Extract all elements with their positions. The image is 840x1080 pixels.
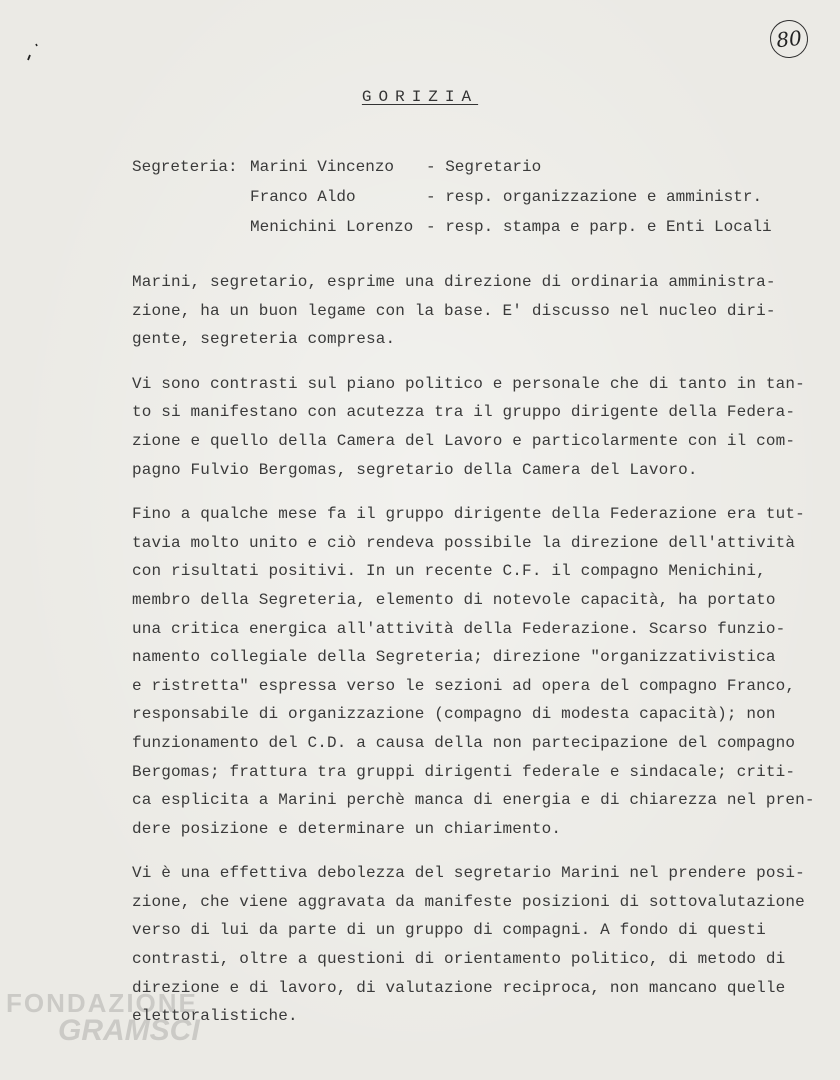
text-line: Bergomas; frattura tra gruppi dirigenti federale e sindacale; criti- bbox=[132, 762, 796, 781]
segreteria-heading: Segreteria: bbox=[132, 158, 238, 176]
text-line: con risultati positivi. In un recente C.F. il compagno Menichini, bbox=[132, 562, 766, 581]
text-line: gente, segreteria compresa. bbox=[132, 330, 396, 349]
paragraph bbox=[132, 370, 822, 484]
text-line: dere posizione e determinare un chiarimento. bbox=[132, 819, 562, 838]
text-line: tavia molto unito e ciò rendeva possibile la direzione dell'attività bbox=[132, 533, 796, 552]
body-text bbox=[132, 268, 822, 1047]
member-name: Franco Aldo bbox=[250, 188, 356, 206]
text-line: namento collegiale della Segreteria; direzione "organizzativistica bbox=[132, 648, 776, 667]
watermark-line-1: FONDAZIONE bbox=[6, 988, 198, 1018]
text-line: responsabile di organizzazione (compagno di modesta capacità); non bbox=[132, 705, 776, 724]
text-line: to si manifestano con acutezza tra il gruppo dirigente della Federa- bbox=[132, 403, 796, 422]
fondazione-gramsci-watermark bbox=[6, 990, 200, 1046]
text-line: funzionamento del C.D. a causa della non partecipazione del compagno bbox=[132, 733, 796, 752]
document-title: GORIZIA bbox=[361, 88, 479, 106]
member-role: - resp. stampa e parp. e Enti Locali bbox=[426, 218, 772, 236]
paragraph bbox=[132, 500, 822, 843]
member-role: - Segretario bbox=[426, 158, 542, 176]
text-line: zione e quello della Camera del Lavoro e particolarmente con il com- bbox=[132, 431, 796, 450]
text-line: Vi sono contrasti sul piano politico e personale che di tanto in tan- bbox=[132, 374, 805, 393]
text-line: e ristretta" espressa verso le sezioni ad opera del compagno Franco, bbox=[132, 676, 796, 695]
text-line: contrasti, oltre a questioni di orientamento politico, di metodo di bbox=[132, 950, 786, 969]
watermark-line-2: GRAMSCI bbox=[58, 1014, 200, 1047]
segreteria-row bbox=[132, 152, 772, 182]
text-line: zione, che viene aggravata da manifeste posizioni di sottovalutazione bbox=[132, 892, 805, 911]
member-name: Menichini Lorenzo bbox=[250, 218, 414, 236]
text-line: pagno Fulvio Bergomas, segretario della Camera del Lavoro. bbox=[132, 460, 698, 479]
text-line: Marini, segretario, esprime una direzione di ordinaria amministra- bbox=[132, 273, 776, 291]
segreteria-row bbox=[132, 212, 772, 242]
paragraph bbox=[132, 268, 822, 354]
text-line: verso di lui da parte di un gruppo di compagni. A fondo di questi bbox=[132, 921, 766, 940]
member-role: - resp. organizzazione e amministr. bbox=[426, 188, 763, 206]
text-line: elettoralistiche. bbox=[132, 1007, 298, 1026]
page-number-circle: 80 bbox=[768, 18, 810, 60]
text-line: Vi è una effettiva debolezza del segretario Marini nel prendere posi- bbox=[132, 864, 805, 883]
text-line: ca esplicita a Marini perchè manca di energia e di chiarezza nel pren- bbox=[132, 791, 815, 810]
text-line: direzione e di lavoro, di valutazione reciproca, non mancano quelle bbox=[132, 978, 786, 997]
segreteria-block bbox=[132, 152, 772, 242]
segreteria-row bbox=[132, 182, 772, 212]
pen-tick-mark bbox=[24, 40, 42, 64]
paragraph bbox=[132, 859, 822, 1031]
member-name: Marini Vincenzo bbox=[250, 158, 395, 176]
text-line: zione, ha un buon legame con la base. E' discusso nel nucleo diri- bbox=[132, 301, 776, 320]
text-line: una critica energica all'attività della Federazione. Scarso funzio- bbox=[132, 619, 786, 638]
text-line: membro della Segreteria, elemento di notevole capacità, ha portato bbox=[132, 590, 776, 609]
text-line: Fino a qualche mese fa il gruppo dirigente della Federazione era tut- bbox=[132, 505, 805, 524]
